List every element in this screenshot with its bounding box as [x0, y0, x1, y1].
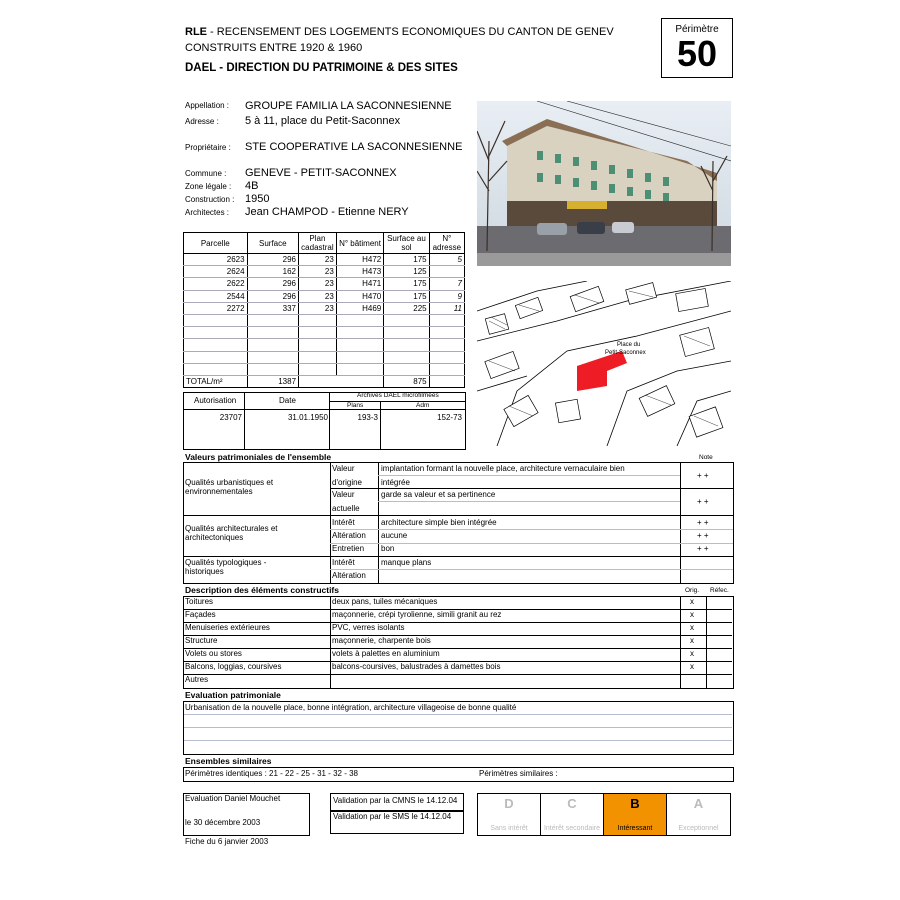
table-cell: 5 [429, 254, 464, 266]
row-divider [184, 661, 732, 662]
table-cell: 225 [384, 302, 429, 314]
valeur-origine-text2: intégrée [381, 478, 410, 487]
empty-cell [299, 363, 337, 375]
table-cell: 175 [384, 290, 429, 302]
arch-label: Qualités architecturales et architectoniques [185, 524, 278, 542]
proprietaire-label: Propriétaire : [185, 143, 231, 152]
evaluation-title: Evaluation patrimoniale [185, 690, 281, 700]
valeur-actuelle-text: garde sa valeur et sa pertinence [381, 490, 496, 499]
row-divider [184, 635, 732, 636]
element-orig: x [690, 636, 694, 645]
total-empty2 [429, 375, 464, 387]
table-cell [429, 266, 464, 278]
table-cell: 2623 [184, 254, 248, 266]
empty-cell [429, 339, 464, 351]
col-adresse: N° adresse [429, 233, 464, 254]
refec-label: Réfec. [710, 587, 729, 594]
typo-alteration-label: Altération [332, 571, 366, 580]
empty-cell [384, 327, 429, 339]
empty-cell [299, 314, 337, 326]
table-row [184, 290, 465, 302]
table-cell: H473 [336, 266, 383, 278]
interet-note: + + [697, 518, 709, 527]
perimetres-identiques: Périmètres identiques : 21 - 22 - 25 - 31 - 32 - 38 [185, 769, 358, 778]
appellation-label: Appellation : [185, 101, 230, 110]
perimetre-box [661, 18, 733, 78]
rating-c [540, 793, 604, 836]
empty-cell [336, 363, 383, 375]
architectes-label: Architectes : [185, 208, 230, 217]
valeur-origine-text1: implantation formant la nouvelle place, architecture vernaculaire bien [381, 464, 625, 473]
typo-label: Qualités typologiques - historiques [185, 558, 267, 576]
element-orig: x [690, 623, 694, 632]
archives-label: Archives DAEL microfilmées [357, 392, 439, 399]
valeurs-title: Valeurs patrimoniales de l'ensemble [185, 452, 332, 462]
valeur-origine-b: d'origine [332, 478, 362, 487]
header-line1: - RECENSEMENT DES LOGEMENTS ECONOMIQUES DU CANTON DE GENEV [207, 26, 614, 38]
empty-cell [247, 327, 298, 339]
table-row [184, 327, 465, 339]
validation-cmns: Validation par la CMNS le 14.12.04 [333, 796, 458, 805]
col-surface: Surface [247, 233, 298, 254]
row-divider [184, 622, 732, 623]
table-cell: 23 [299, 266, 337, 278]
header-line2: CONSTRUITS ENTRE 1920 & 1960 [185, 42, 363, 54]
rating-letter: A [693, 796, 704, 811]
table-cell: H472 [336, 254, 383, 266]
rating-d [477, 793, 541, 836]
alteration-text: aucune [381, 531, 408, 540]
commune-label: Commune : [185, 169, 227, 178]
table-row [184, 266, 465, 278]
rating-letter: C [567, 796, 577, 811]
ensembles-title: Ensembles similaires [185, 756, 272, 766]
autorisation-label: Autorisation [194, 396, 237, 405]
adresse-value: 5 à 11, place du Petit-Saconnex [245, 115, 401, 127]
table-row [184, 314, 465, 326]
element-label: Balcons, loggias, coursives [185, 662, 282, 671]
table-row [184, 339, 465, 351]
empty-cell [384, 363, 429, 375]
table-cell: 23 [299, 254, 337, 266]
alteration-label: Altération [332, 531, 366, 540]
rating-label: Exceptionnel [678, 825, 719, 832]
table-row [184, 351, 465, 363]
table-cell: H469 [336, 302, 383, 314]
col-plan-cadastral: Plan cadastral [299, 233, 337, 254]
urb-label: Qualités urbanistiques et environnementales [185, 478, 274, 496]
zone-label: Zone légale : [185, 182, 232, 191]
total-sol: 875 [384, 375, 429, 387]
header-text [185, 24, 614, 56]
interet-label: Intérêt [332, 518, 355, 527]
element-orig: x [690, 662, 694, 671]
empty-cell [336, 351, 383, 363]
plans-label: Plans [347, 402, 364, 409]
rating-b [603, 793, 667, 836]
evaluation-text: Urbanisation de la nouvelle place, bonne intégration, architecture villageoise de bonne qualité [185, 703, 517, 712]
element-orig: x [690, 649, 694, 658]
table-cell: 2624 [184, 266, 248, 278]
empty-cell [184, 363, 248, 375]
note-label: Note [699, 454, 713, 461]
table-cell: 175 [384, 254, 429, 266]
entretien-text: bon [381, 544, 395, 553]
header-prefix: RLE [185, 26, 207, 38]
element-value: PVC, verres isolants [332, 623, 405, 632]
table-cell: 162 [247, 266, 298, 278]
date-label: Date [279, 396, 296, 405]
table-cell: 175 [384, 278, 429, 290]
table-cell: 23 [299, 302, 337, 314]
perimetre-label: Périmètre [675, 24, 719, 35]
total-label: TOTAL/m² [184, 375, 248, 387]
element-label: Façades [185, 610, 216, 619]
element-value: maçonnerie, crépi tyrolienne, simili granit au rez [332, 610, 502, 619]
col-batiment: N° bâtiment [336, 233, 383, 254]
row-divider [184, 674, 732, 675]
orig-label: Orig. [685, 587, 700, 594]
valeur-actuelle-a: Valeur [332, 490, 355, 499]
empty-cell [384, 314, 429, 326]
rating-letter: D [504, 796, 514, 811]
empty-cell [247, 314, 298, 326]
empty-cell [299, 339, 337, 351]
table-cell: 296 [247, 254, 298, 266]
svg-text:Place du: Place du [617, 342, 641, 348]
table-row [184, 363, 465, 375]
table-cell: 11 [429, 302, 464, 314]
table-cell: H470 [336, 290, 383, 302]
adm-value: 152-73 [437, 413, 462, 422]
element-value: deux pans, tuiles mécaniques [332, 597, 438, 606]
empty-cell [384, 351, 429, 363]
interet-text: architecture simple bien intégrée [381, 518, 497, 527]
elements-title: Description des éléments constructifs [185, 585, 339, 595]
adresse-label: Adresse : [185, 117, 219, 126]
eval-by: Evaluation Daniel Mouchet [185, 794, 281, 803]
svg-text:Petit-Saconnex: Petit-Saconnex [605, 350, 646, 356]
table-cell: 9 [429, 290, 464, 302]
typo-interet-text: manque plans [381, 558, 432, 567]
autorisation-value: 23707 [219, 413, 242, 422]
plans-value: 193-3 [357, 413, 378, 422]
parcel-table [183, 232, 465, 388]
empty-cell [429, 314, 464, 326]
element-orig: x [690, 597, 694, 606]
empty-cell [184, 351, 248, 363]
table-cell: 2272 [184, 302, 248, 314]
empty-cell [429, 327, 464, 339]
entretien-note: + + [697, 544, 709, 553]
proprietaire-value: STE COOPERATIVE LA SACONNESIENNE [245, 141, 463, 153]
empty-cell [247, 351, 298, 363]
element-label: Structure [185, 636, 218, 645]
element-value: volets à palettes en aluminium [332, 649, 440, 658]
cadastral-map [477, 281, 731, 446]
rating-label: Sans intérêt [490, 825, 528, 832]
col-surface-sol: Surface au sol [384, 233, 429, 254]
col-parcelle: Parcelle [184, 233, 248, 254]
empty-cell [336, 314, 383, 326]
alteration-note: + + [697, 531, 709, 540]
building-photo [477, 101, 731, 266]
empty-cell [336, 327, 383, 339]
empty-cell [384, 339, 429, 351]
empty-cell [184, 314, 248, 326]
empty-cell [336, 339, 383, 351]
empty-cell [247, 363, 298, 375]
typo-interet-label: Intérêt [332, 558, 355, 567]
adm-label: Adm [416, 402, 430, 409]
row-divider [184, 648, 732, 649]
validation-sms: Validation par le SMS le 14.12.04 [333, 812, 452, 821]
table-row [184, 302, 465, 314]
table-cell: 296 [247, 278, 298, 290]
table-cell: 23 [299, 290, 337, 302]
page-title: DAEL - DIRECTION DU PATRIMOINE & DES SITES [185, 62, 458, 74]
construction-value: 1950 [245, 193, 270, 205]
rating-label: Intéressant [617, 825, 653, 832]
commune-value: GENEVE - PETIT-SACONNEX [245, 167, 397, 179]
total-surface: 1387 [247, 375, 298, 387]
perimetre-number: 50 [676, 33, 718, 74]
date-value: 31.01.1950 [287, 413, 328, 422]
element-orig: x [690, 610, 694, 619]
table-row [184, 254, 465, 266]
parcel-rows [184, 254, 465, 376]
element-label: Volets ou stores [185, 649, 242, 658]
table-cell: 2622 [184, 278, 248, 290]
valeur-origine-note: + + [697, 471, 709, 480]
element-value: balcons-coursives, balustrades à damettes bois [332, 662, 501, 671]
empty-cell [184, 339, 248, 351]
construction-label: Construction : [185, 195, 235, 204]
element-label: Menuiseries extérieures [185, 623, 270, 632]
appellation-value: GROUPE FAMILIA LA SACONNESIENNE [245, 100, 452, 112]
empty-cell [184, 327, 248, 339]
table-cell: 337 [247, 302, 298, 314]
table-cell: 7 [429, 278, 464, 290]
table-row [184, 278, 465, 290]
table-cell: H471 [336, 278, 383, 290]
valeur-actuelle-note: + + [697, 497, 709, 506]
table-cell: 296 [247, 290, 298, 302]
total-empty [299, 375, 384, 387]
table-cell: 2544 [184, 290, 248, 302]
valeur-origine-a: Valeur [332, 464, 355, 473]
table-cell: 23 [299, 278, 337, 290]
empty-cell [299, 327, 337, 339]
architectes-value: Jean CHAMPOD - Etienne NERY [245, 206, 409, 218]
rating-label: Intérêt secondaire [543, 825, 601, 832]
fiche-date: Fiche du 6 janvier 2003 [185, 837, 269, 846]
element-value: maçonnerie, charpente bois [332, 636, 431, 645]
zone-value: 4B [245, 180, 259, 192]
empty-cell [429, 363, 464, 375]
eval-date: le 30 décembre 2003 [185, 818, 261, 827]
row-divider [184, 609, 732, 610]
rating-a [666, 793, 731, 836]
perimetres-similaires: Périmètres similaires : [479, 769, 558, 778]
empty-cell [247, 339, 298, 351]
empty-cell [299, 351, 337, 363]
valeur-actuelle-b: actuelle [332, 504, 360, 513]
rating-letter: B [630, 796, 640, 811]
element-label: Toitures [185, 597, 214, 606]
element-label: Autres [185, 675, 209, 684]
entretien-label: Entretien [332, 544, 365, 553]
table-cell: 125 [384, 266, 429, 278]
empty-cell [429, 351, 464, 363]
